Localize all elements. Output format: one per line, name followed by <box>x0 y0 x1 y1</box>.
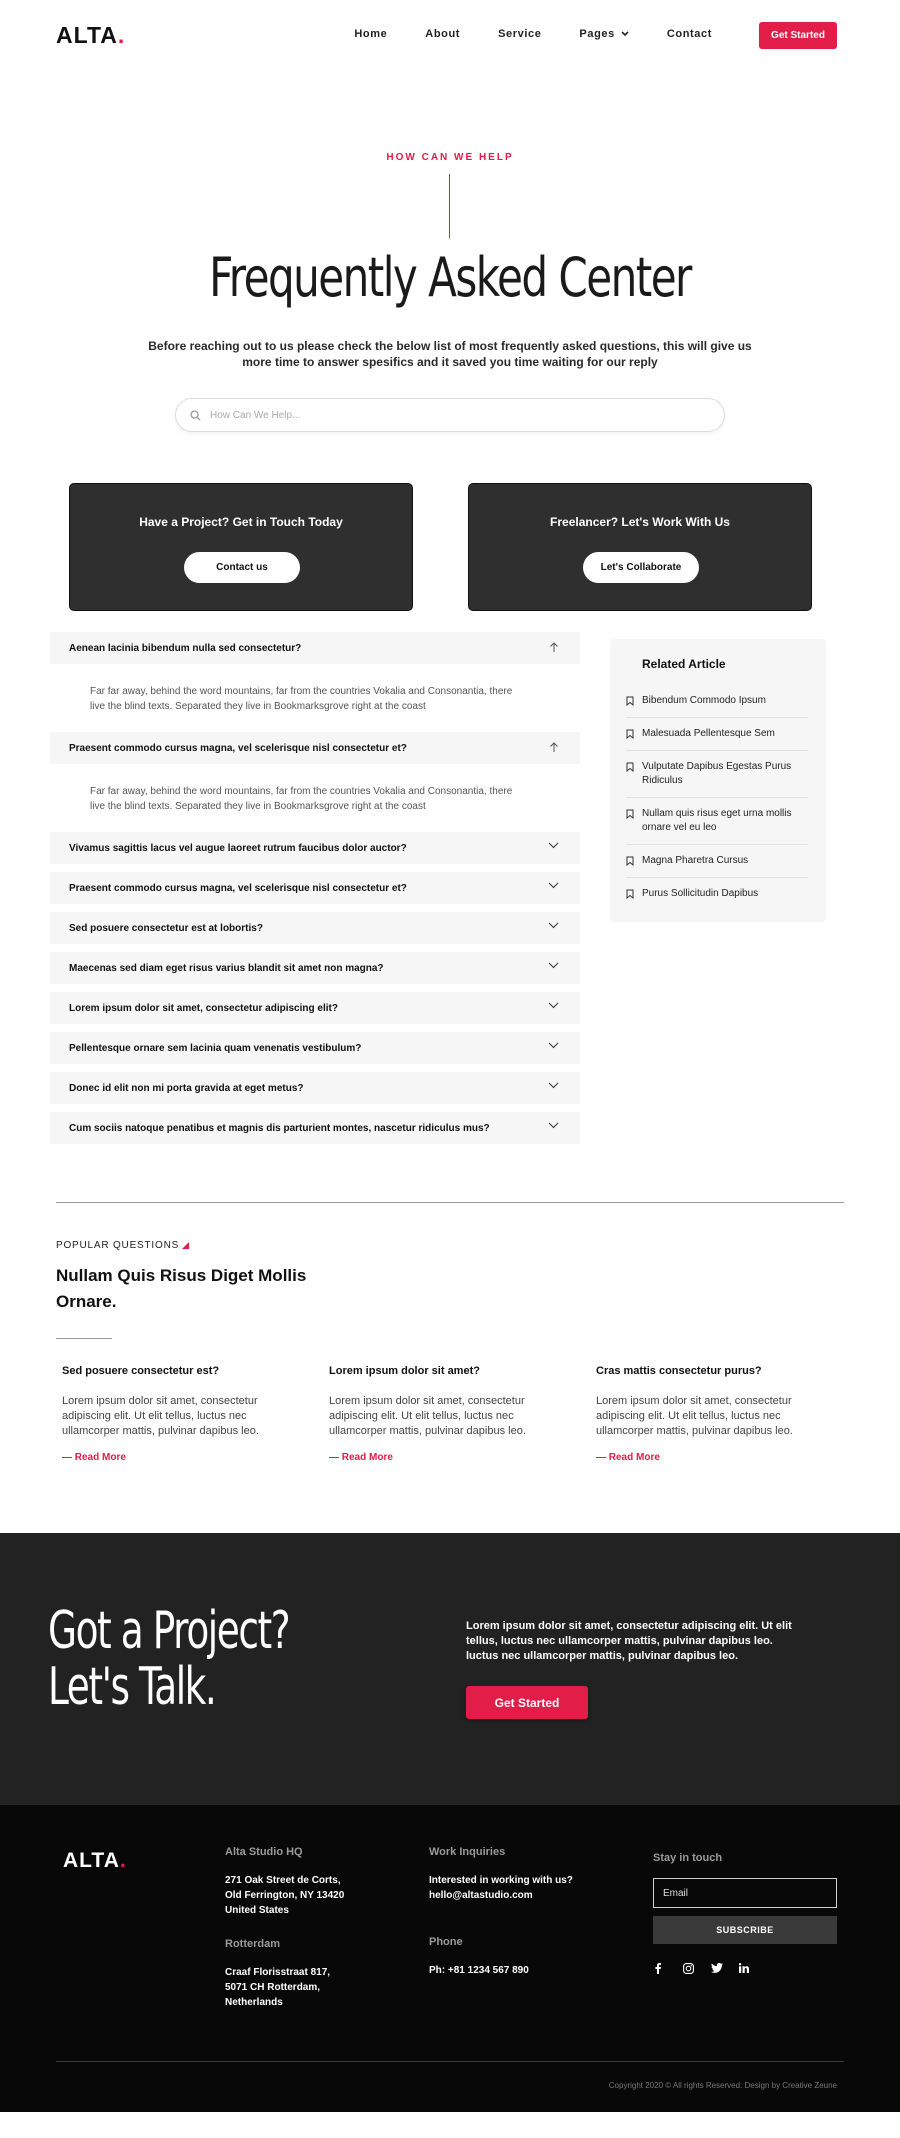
project-text: Lorem ipsum dolor sit amet, consectetur adipiscing elit. Ut elit tellus, luctus nec ullamcorper mattis, pulvinar dapibus leo. luctus nec ullamcorper mattis, pulvinar dapibus leo. <box>466 1620 792 1662</box>
related-articles <box>610 639 826 922</box>
related-item[interactable] <box>626 685 808 718</box>
faq-question-text: Cum sociis natoque penatibus et magnis dis parturient montes, nascetur ridiculus mus? <box>69 1122 490 1134</box>
related-item-label: Nullam quis risus eget urna mollis ornare vel eu leo <box>642 808 792 833</box>
faq-question-open[interactable] <box>50 632 580 664</box>
project-title-line2: Let's Talk. <box>48 1657 216 1717</box>
read-more-link[interactable]: — Read More <box>329 1452 393 1463</box>
chevron-down-icon <box>548 1042 559 1049</box>
popular-item-title: Cras mattis consectetur purus? <box>596 1365 762 1377</box>
faq-question[interactable] <box>50 1072 580 1104</box>
chevron-down-icon <box>548 1122 559 1129</box>
work-info <box>429 1873 573 1903</box>
faq-question-text: Pellentesque ornare sem lacinia quam venenatis vestibulum? <box>69 1042 362 1054</box>
faq-list <box>50 632 580 1152</box>
related-title: Related Article <box>642 657 726 671</box>
popular-rule <box>56 1338 112 1339</box>
chevron-down-icon <box>548 1002 559 1009</box>
facebook-icon[interactable] <box>655 1960 683 1976</box>
rotterdam-address-line: Craaf Florisstraat 817, <box>225 1967 331 1978</box>
rotterdam-address-line: Netherlands <box>225 1997 283 2008</box>
hero-section <box>0 72 900 472</box>
search-icon <box>190 410 201 421</box>
freelancer-card-title: Freelancer? Let's Work With Us <box>550 515 730 529</box>
hq-title: Alta Studio HQ <box>225 1846 303 1858</box>
popular-item-title: Lorem ipsum dolor sit amet? <box>329 1365 480 1377</box>
search-bar <box>175 398 725 432</box>
nav-about[interactable]: About <box>425 28 461 40</box>
social-links <box>655 1960 767 1976</box>
faq-question[interactable] <box>50 1032 580 1064</box>
faq-section <box>0 632 900 1202</box>
related-item[interactable] <box>626 845 808 878</box>
chevron-down-icon <box>548 842 559 849</box>
popular-eyebrow-text: POPULAR QUESTIONS <box>56 1240 180 1251</box>
freelancer-card <box>468 483 812 611</box>
logo[interactable] <box>56 22 125 49</box>
rotterdam-address <box>225 1965 330 2010</box>
site-footer <box>0 1805 900 2112</box>
faq-answer: Far far away, behind the word mountains, far from the countries Vokalia and Consonantia, there live the blind texts. Separated they live in Bookmarksgrove right at the coast <box>90 786 513 812</box>
footer-logo-dot: . <box>119 1849 127 1872</box>
collaborate-button[interactable]: Let's Collaborate <box>583 552 699 583</box>
faq-question[interactable] <box>50 1112 580 1144</box>
chevron-down-icon <box>548 1082 559 1089</box>
nav-service[interactable]: Service <box>498 28 542 40</box>
read-more-link[interactable]: — Read More <box>62 1452 126 1463</box>
chevron-down-icon <box>548 962 559 969</box>
faq-question-text: Praesent commodo cursus magna, vel scelerisque nisl consectetur et? <box>69 742 407 754</box>
popular-eyebrow <box>56 1240 189 1251</box>
hero-divider <box>449 174 450 238</box>
project-title <box>48 1603 322 1715</box>
popular-item-title: Sed posuere consectetur est? <box>62 1365 220 1377</box>
project-cta <box>0 1533 900 1805</box>
related-item-label: Magna Pharetra Cursus <box>642 855 749 866</box>
faq-question[interactable] <box>50 832 580 864</box>
arrow-up-icon <box>549 742 559 753</box>
page-title: Frequently Asked Center <box>209 246 691 309</box>
subscribe-button[interactable]: SUBSCRIBE <box>653 1916 837 1944</box>
bookmark-icon <box>626 729 634 739</box>
faq-question-text: Aenean lacinia bibendum nulla sed consectetur? <box>69 642 302 654</box>
popular-item <box>596 1365 811 1465</box>
faq-question[interactable] <box>50 992 580 1024</box>
work-email-link[interactable]: hello@altastudio.com <box>429 1890 533 1901</box>
faq-question[interactable] <box>50 872 580 904</box>
hq-address-line: Old Ferrington, NY 13420 <box>225 1890 345 1901</box>
instagram-icon[interactable] <box>683 1960 711 1976</box>
cta-cards <box>0 472 900 632</box>
twitter-icon[interactable] <box>711 1960 739 1976</box>
related-item-label: Vulputate Dapibus Egestas Purus Ridiculus <box>642 761 792 786</box>
nav-pages[interactable] <box>579 28 628 40</box>
read-more-link[interactable]: — Read More <box>596 1452 660 1463</box>
bookmark-icon <box>626 809 634 819</box>
work-title: Work Inquiries <box>429 1846 506 1858</box>
stay-title: Stay in touch <box>653 1852 723 1864</box>
popular-item <box>62 1365 277 1465</box>
faq-question-text: Vivamus sagittis lacus vel augue laoreet rutrum faucibus dolor auctor? <box>69 842 407 854</box>
nav-contact[interactable]: Contact <box>666 28 712 40</box>
related-item[interactable] <box>626 798 808 845</box>
popular-item-text: Lorem ipsum dolor sit amet, consectetur adipiscing elit. Ut elit tellus, luctus nec ullamcorper mattis, pulvinar dapibus leo. <box>596 1395 793 1437</box>
project-card-title: Have a Project? Get in Touch Today <box>139 515 343 529</box>
faq-question-text: Maecenas sed diam eget risus varius blandit sit amet non magna? <box>69 962 384 974</box>
bookmark-icon <box>626 889 634 899</box>
popular-item <box>329 1365 544 1465</box>
popular-title: Nullam Quis Risus Diget Mollis Ornare. <box>56 1266 307 1311</box>
main-nav <box>316 28 712 40</box>
hq-address-line: United States <box>225 1905 289 1916</box>
site-header <box>0 0 900 72</box>
nav-pages-label: Pages <box>579 28 615 40</box>
faq-question-text: Praesent commodo cursus magna, vel scelerisque nisl consectetur et? <box>69 882 407 894</box>
hq-address <box>225 1873 344 1918</box>
project-get-started-button[interactable]: Get Started <box>466 1686 588 1719</box>
hero-eyebrow: HOW CAN WE HELP <box>386 152 514 163</box>
faq-question-text: Lorem ipsum dolor sit amet, consectetur adipiscing elit? <box>69 1002 338 1014</box>
related-item-label: Bibendum Commodo Ipsum <box>642 695 766 706</box>
faq-question[interactable] <box>50 952 580 984</box>
bookmark-icon <box>626 856 634 866</box>
work-text: Interested in working with us? <box>429 1875 573 1886</box>
related-item[interactable] <box>626 718 808 751</box>
rotterdam-address-line: 5071 CH Rotterdam, <box>225 1982 321 1993</box>
chevron-down-icon <box>621 31 629 37</box>
related-item-label: Malesuada Pellentesque Sem <box>642 728 775 739</box>
hero-description: Before reaching out to us please check the below list of most frequently asked questions, this will give us more time to answer spesifics and it saved you time waiting for our reply <box>148 339 752 369</box>
related-item-label: Purus Sollicitudin Dapibus <box>642 888 759 899</box>
footer-logo[interactable] <box>63 1849 127 1873</box>
chevron-down-icon <box>548 882 559 889</box>
phone-title: Phone <box>429 1936 463 1948</box>
faq-answer: Far far away, behind the word mountains, far from the countries Vokalia and Consonantia, there live the blind texts. Separated they live in Bookmarksgrove right at the coast <box>90 686 513 712</box>
related-item[interactable] <box>626 878 808 910</box>
arrow-up-icon <box>549 642 559 653</box>
copyright: Copyright 2020 © All rights Reserved. Design by Creative Zeune <box>608 2081 837 2090</box>
rotterdam-title: Rotterdam <box>225 1938 281 1950</box>
footer-divider <box>56 2061 844 2062</box>
popular-item-text: Lorem ipsum dolor sit amet, consectetur adipiscing elit. Ut elit tellus, luctus nec ullamcorper mattis, pulvinar dapibus leo. <box>329 1395 526 1437</box>
bookmark-icon <box>626 762 634 772</box>
project-card <box>69 483 413 611</box>
triangle-icon <box>182 1242 189 1249</box>
related-item[interactable] <box>626 751 808 798</box>
linkedin-icon[interactable] <box>739 1960 767 1976</box>
newsletter-email-input[interactable] <box>653 1878 837 1908</box>
hq-address-line: 271 Oak Street de Corts, <box>225 1875 341 1886</box>
bookmark-icon <box>626 696 634 706</box>
logo-dot: . <box>117 22 126 48</box>
get-started-button[interactable]: Get Started <box>759 22 837 49</box>
popular-item-text: Lorem ipsum dolor sit amet, consectetur adipiscing elit. Ut elit tellus, luctus nec ullamcorper mattis, pulvinar dapibus leo. <box>62 1395 259 1437</box>
faq-question-text: Donec id elit non mi porta gravida at eget metus? <box>69 1082 304 1094</box>
popular-questions <box>0 1203 900 1533</box>
phone-number[interactable]: Ph: +81 1234 567 890 <box>429 1965 529 1976</box>
nav-home[interactable]: Home <box>354 28 388 40</box>
search-input[interactable] <box>210 410 690 421</box>
logo-text: ALTA <box>56 22 118 48</box>
project-title-line1: Got a Project? <box>48 1601 290 1661</box>
footer-logo-text: ALTA <box>63 1849 120 1872</box>
faq-question-text: Sed posuere consectetur est at lobortis? <box>69 922 263 934</box>
faq-question-open[interactable] <box>50 732 580 764</box>
contact-us-button[interactable]: Contact us <box>184 552 300 583</box>
faq-question[interactable] <box>50 912 580 944</box>
chevron-down-icon <box>548 922 559 929</box>
